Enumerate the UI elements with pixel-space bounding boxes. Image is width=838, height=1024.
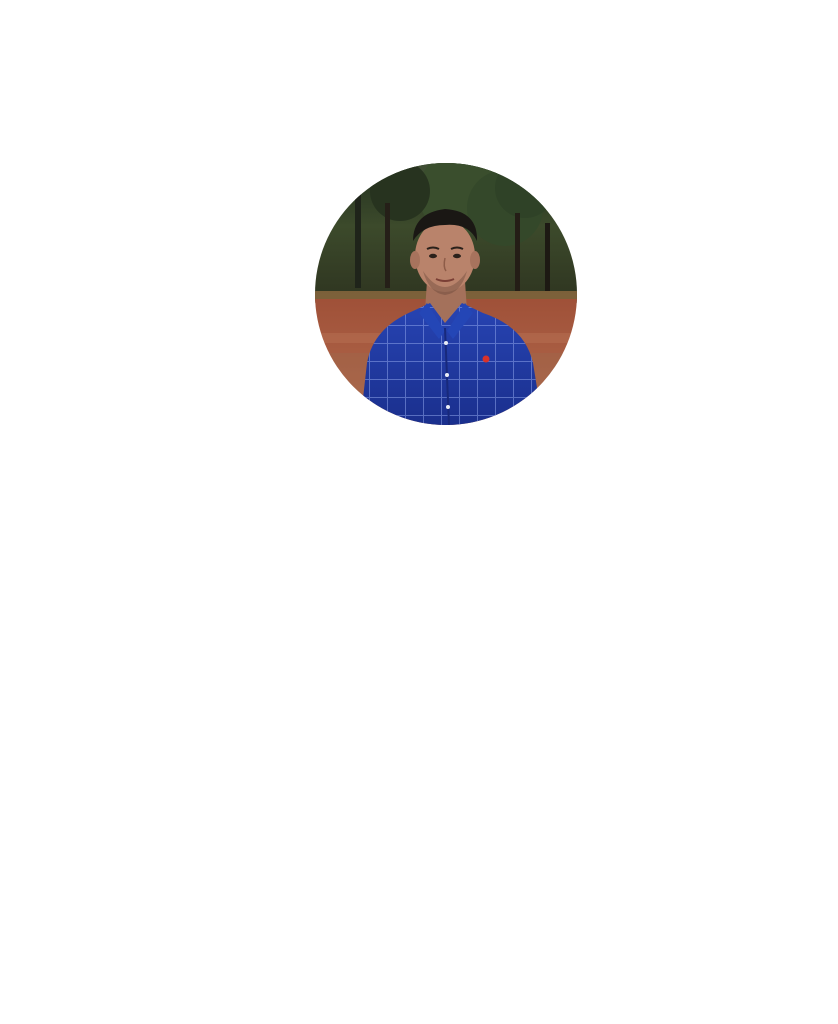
profile-photo-icon (315, 163, 577, 425)
avatar (315, 163, 577, 425)
